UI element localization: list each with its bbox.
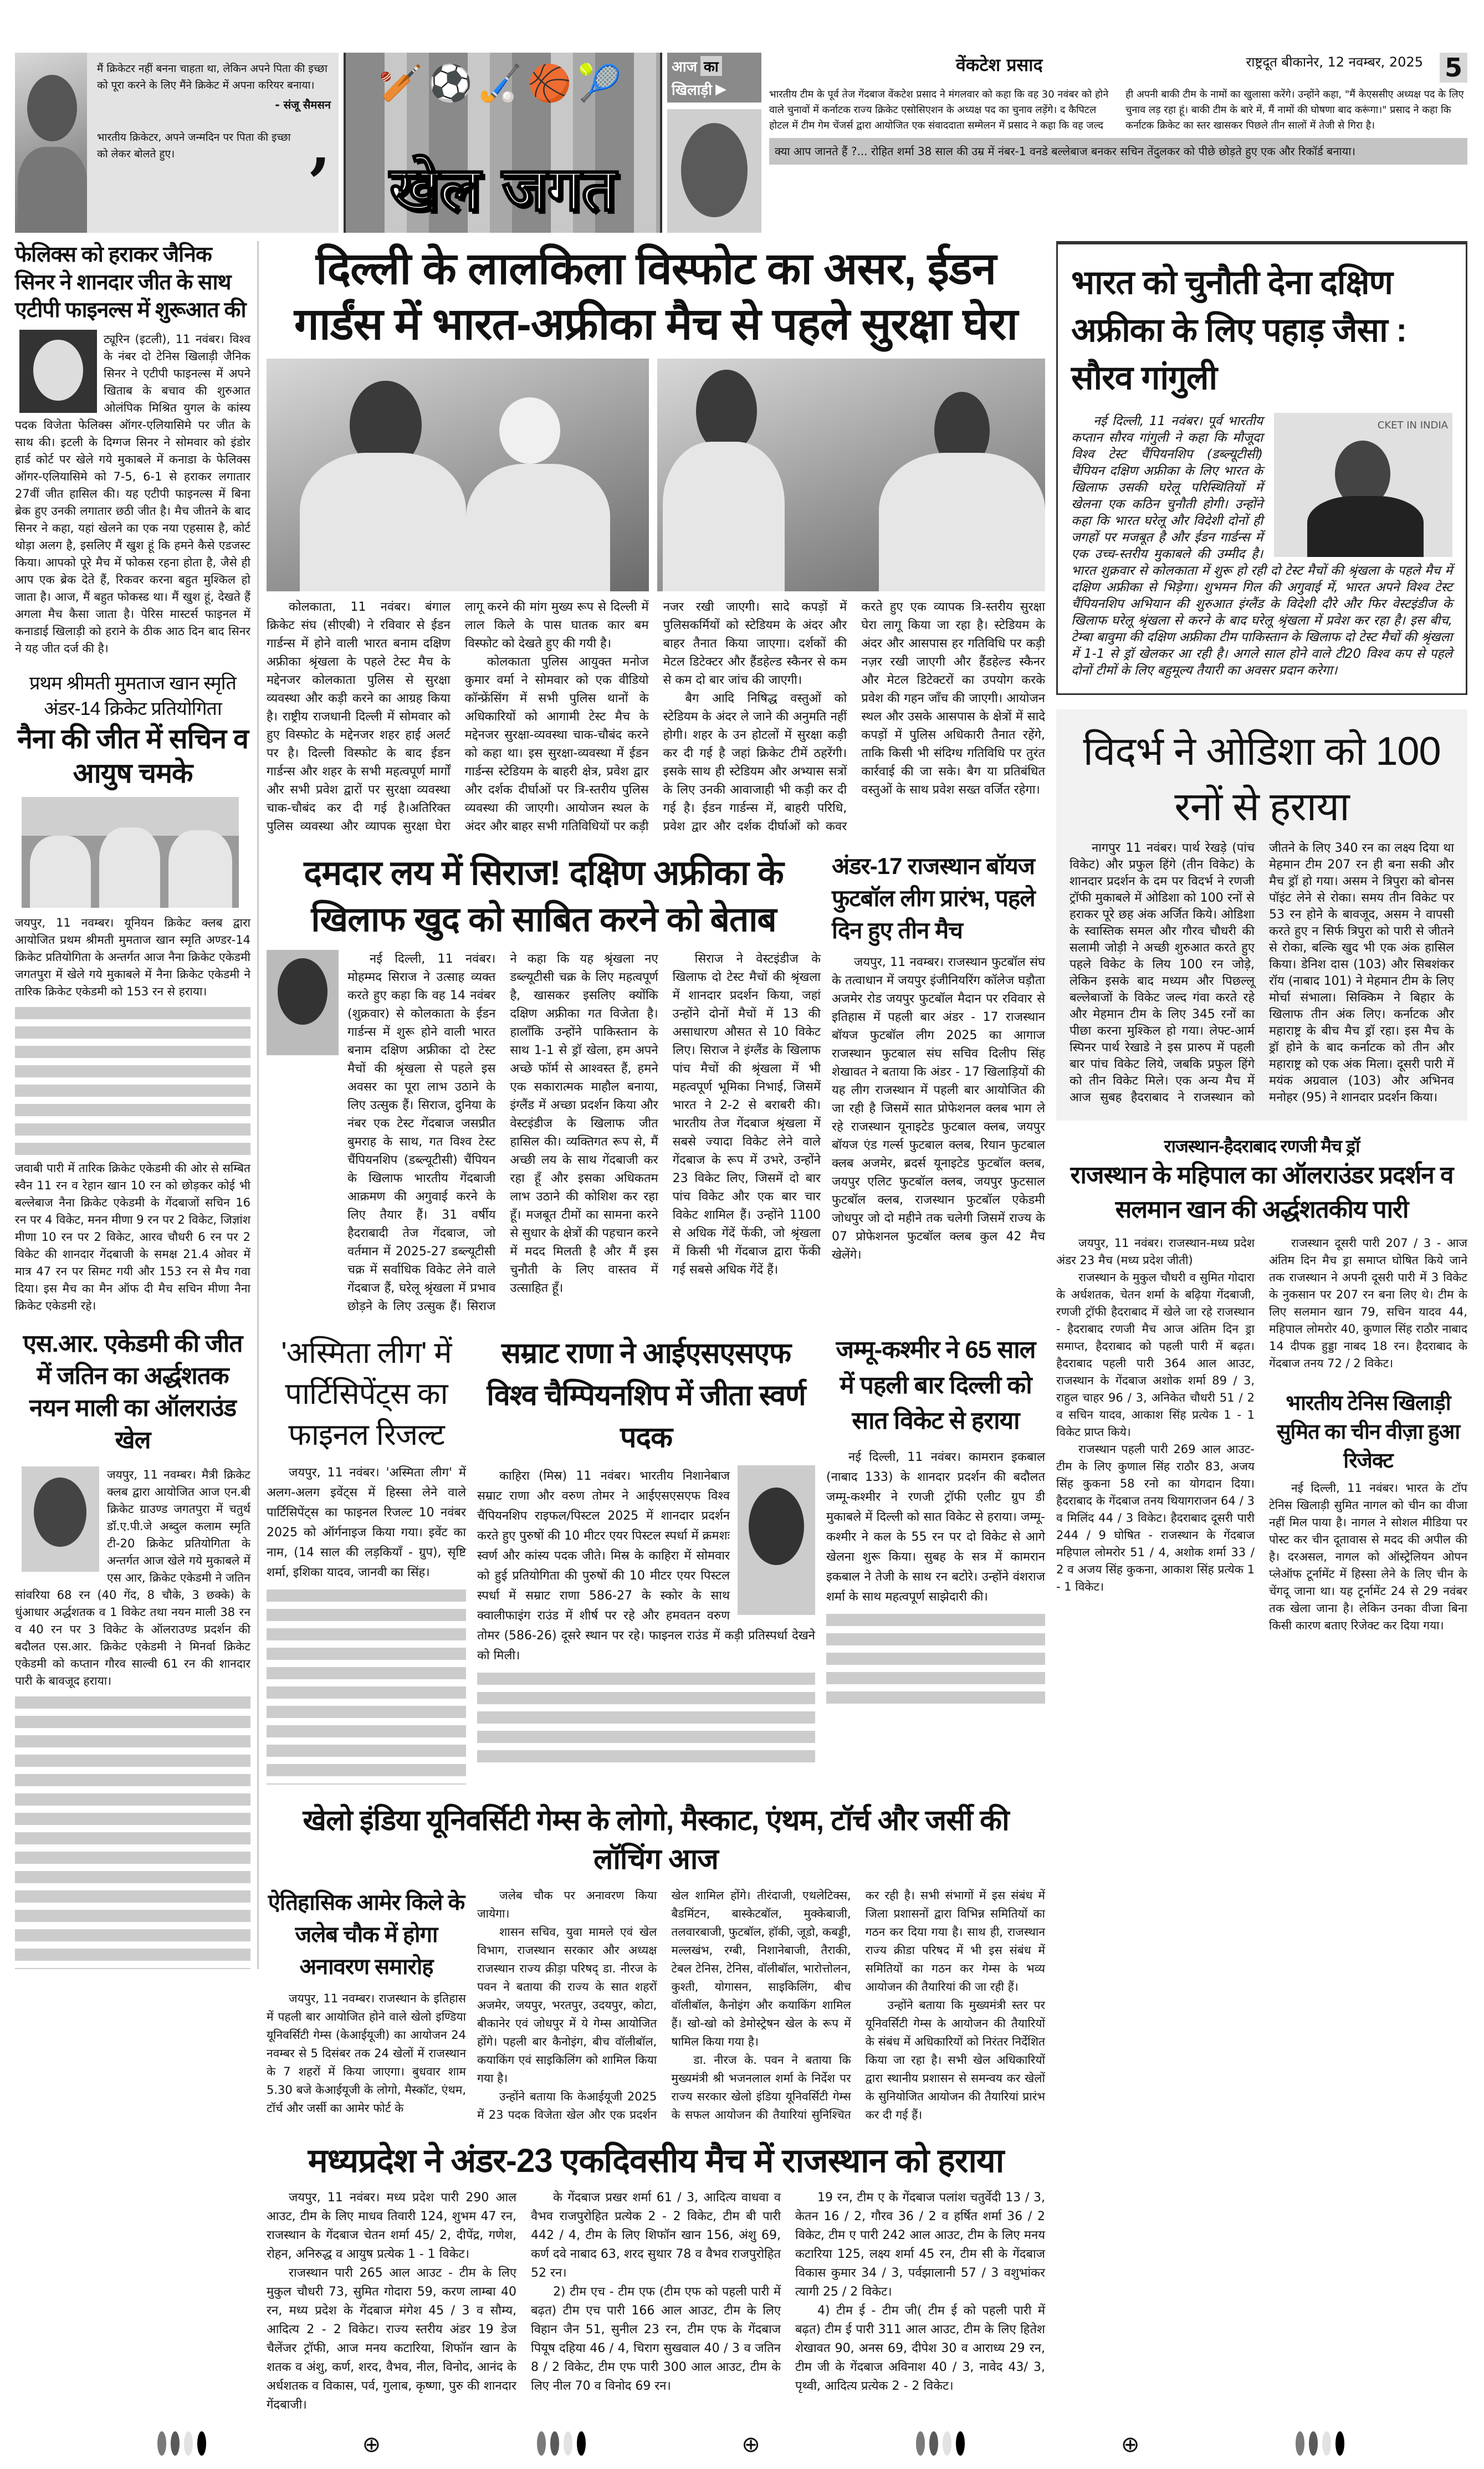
- print-registration-marks: [155, 2431, 1347, 2458]
- story-text: जयपुर, 11 नवंबर। 'अस्मिता लीग' में अलग-अलग इवेंट्स में हिस्सा लेने वाले पार्टिसिपेंट्स का फाइनल रिजल्ट 10 नवंबर 2025 को ऑर्गनाइज किया गया। इवेंट का नाम, (14 साल की लड़कियाँ - ग्रुप), सृष्टि शर्मा, इशिका यादव, जानवी का सिंह।: [267, 1466, 466, 1579]
- headline: जम्मू-कश्मीर ने 65 साल में पहली बार दिल्ली को सात विकेट से हराया: [836, 1336, 1036, 1434]
- story-samrat-rana: [477, 1332, 815, 1768]
- headline: नैना की जीत में सचिन व आयुष चमके: [17, 723, 248, 789]
- story-text: नागपुर 11 नवंबर। पार्थ रेखड़े (पांच विकेट) और प्रफुल हिंगे (तीन विकेट) के शानदार प्रदर्शन के दम पर विदर्भ ने रणजी ट्रॉफी मुकाबले में ओडिशा को 100 रनों से हराकर पूरे छह अंक अर्जित किये। ओडिशा के स्वास्तिक समल और गौरव चौधरी की सलामी जोड़ी ने अच्छी शुरुआत करते हुए पहले विकेट के लिय 100 रन जोड़े, लेकिन इसके बाद मध्यम और पिछल्लू बल्लेबाजों के विकेट जल्द गंवा करते रहे और मेहमान टीम के लिए 345 रनों का पीछा करना मुश्किल हो गया। लेफ्ट-आर्म स्पिनर पार्थ रेखाडे ने इस प्रारुप में पहली बार पांच विकेट लिये, जबकि प्रफुल हिंगे को तीन विकेट मिले। एक अन्य मैच में आज सुबह हैदराबाद ने राजस्थान को जीतने के लिए 340 रन का लक्ष्य दिया था मेहमान टीम 207 रन ही बना सकी और मैच ड्रॉ हो गया। असम ने त्रिपुरा को बोनस पॉइंट लेने से रोका। समय तीन विकेट पर 53 रन होने के बावजूद, असम ने वापसी करते हुए न सिर्फ त्रिपुरा को पारी से जीतने से रोका, बल्कि खुद भी एक अंक हासिल किया। डेनिश दास (103) और सिबशंकर रॉय (नाबाद 101) ने मेहमान टीम के लिए मोर्चा संभाला। सिक्किम ने बिहार के खिलाफ तीन अंक लिए। कर्नाटक और महाराष्ट्र के बीच मैच ड्रॉ रहा। इस मैच के ड्रॉ होने के बाद कर्नाटक को तीन और महाराष्ट्र को एक अंक मिला। दूसरी पारी में मयंक अग्रवाल (103) और अभिनव मनोहर (95) ने शानदार प्रदर्शन किया।: [1069, 841, 1454, 1105]
- story-sr-academy: [15, 1328, 250, 1969]
- story-u17-football: [832, 850, 1045, 1264]
- page-number: 5: [1440, 53, 1467, 83]
- young-cricketers-photo: [22, 797, 239, 908]
- comma-mark-icon: ,: [309, 110, 331, 181]
- samrat-rana-photo: [738, 1465, 815, 1615]
- story-text: जयपुर, 11 नवम्बर। यूनियन क्रिकेट क्लब द्वारा आयोजित प्रथम श्रीमती मुमताज खान स्मृति अण्डर-14 क्रिकेट प्रतियोगिता के अन्तर्गत आज नैना क्रिकेट एकेडमी जगतपुरा में खेले गये मुकाबले में नैना क्रिकेट एकेडमी ने तारिक क्रिकेट एकेडमी को 153 रन से हराया।: [15, 916, 250, 998]
- tennis-headline: भारतीय टेनिस खिलाड़ी सुमित का चीन वीज़ा हुआ रिजेक्ट: [1276, 1392, 1460, 1473]
- text-lines: [15, 1692, 250, 1969]
- color-bar-icon: [1293, 2431, 1347, 2458]
- u17-football-headline: अंडर-17 राजस्थान बॉयज फुटबॉल लीग प्रारंभ, पहले दिन हुए तीन मैच: [832, 853, 1035, 943]
- crosshair-icon: ⊕: [1120, 2432, 1140, 2457]
- aaj-ka-khiladi-label: आज का खिलाड़ी ▶: [667, 53, 761, 103]
- color-bar-icon: [155, 2431, 208, 2458]
- left-column: [15, 241, 259, 1969]
- siraj-headline: दमदार लय में सिराज! दक्षिण अफ्रीका के खिलाफ खुद को साबित करने को बेताब: [304, 854, 784, 939]
- did-you-know-strip: क्या आप जानते हैं ?... रोहित शर्मा 38 साल की उम्र में नंबर-1 वनडे बल्लेबाज बनकर सचिन तेंदुलकर को पीछे छोड़ते हुए एक और रिकॉर्ड बनाया।: [769, 138, 1467, 165]
- khelo-india-left: [267, 1887, 466, 2118]
- color-bar-icon: [535, 2431, 588, 2458]
- color-bar-icon: [914, 2431, 967, 2458]
- headline: विदर्भ ने ओडिशा को 100 रनों से हराया: [1083, 729, 1441, 829]
- story-asmita-league: [267, 1332, 466, 1785]
- jannik-sinner-photo: [19, 330, 97, 413]
- u17-story-text: जयपुर, 11 नवम्बर। राजस्थान फुटबॉल संघ के तत्वाधान में जयपुर इंजीनियरिंग कॉलेज घड़ौता अजमेर रोड जयपुर फुटबॉल मैदान पर रविवार से इतिहास में पहली बार अंडर - 17 राजस्थान बॉयज फुटबॉल लीग 2025 का आगाज राजस्थान फुटबाल संघ सचिव दिलीप सिंह शेखावत ने बताया कि अंडर - 17 खिलाड़ियों की यह लीग राजस्थान में पहली बार आयोजित की जा रही है जिसमें सात प्रोफेशनल क्लब भाग ले रहे राजस्थान यूनाइटेड फुटबाल क्लब, जयपुर बॉयज एंड गर्ल्स फुटबाल क्लब, रियान फुटबाल क्लब अजमेर, ब्रदर्स यूनाइटेड फुटबॉल क्लब, जयपुर एलिट फुटबॉल क्लब, जयपुर फुटसाल फुटबॉल क्लब, राजस्थान फुटबॉल एकेडमी जोधपुर जो दो महीने तक चलेगी जिसमें राज्य के 07 प्रोफेशनल फुटबॉल क्लब कुल 42 मैच खेलेंगे।: [832, 955, 1045, 1262]
- khelo-india-intro: जयपुर, 11 नवम्बर। राजस्थान के इतिहास में पहली बार आयोजित होने वाले खेलो इण्डिया यूनिवर्सिटी गेम्स (केआईयूजी) का आयोजन 24 नवम्बर से 5 दिसंबर तक 24 खेलों में राजस्थान के 7 शहरों में किया जाएगा। बुधवार शाम 5.30 बजे केआईयूजी के लोगो, मैस्कॉट, एंथम, टॉर्च और जर्सी का आमेर फोर्ट के: [267, 1992, 466, 2115]
- page-body: [15, 241, 1467, 2415]
- venkatesh-prasad-photo: [667, 109, 761, 233]
- crosshair-icon: ⊕: [362, 2432, 381, 2457]
- headline: भारत को चुनौती देना दक्षिण अफ्रीका के लिए पहाड़ जैसा : सौरव गांगुली: [1071, 264, 1407, 396]
- rajasthan-columns: [1056, 1235, 1467, 1634]
- siraj-u17-row: [267, 850, 1045, 1316]
- tennis-story-text: नई दिल्ली, 11 नवंबर। भारत के टॉप टेनिस खिलाड़ी सुमित नागल को चीन का वीजा नहीं मिल पाया है। नागल ने सोशल मीडिया पर पोस्ट कर चीन दूतावास से मदद की अपील की है। दरअसल, नागल को ऑस्ट्रेलियन ओपन प्लेऑफ टूर्नामेंट में हिस्सा लेने के लिए चीन के चेंगदू जाना था। यह टूर्नामेंट 24 से 29 नवंबर तक खेला जाना है। लेकिन उनका वीजा बिना किसी कारण बताए रिजेक्ट कर दिया गया।: [1269, 1481, 1467, 1632]
- khelo-india-subhead: ऐतिहासिक आमेर किले के जलेब चौक में होगा अनावरण समारोह: [268, 1890, 465, 1979]
- story-sinner: [15, 241, 250, 657]
- siraj-story-text: नई दिल्ली, 11 नवंबर। मोहम्मद सिराज ने उत्साह व्यक्त करते हुए कहा कि वह 14 नवंबर (शुक्रवार) से कोलकाता के ईडन गार्डन्स में शुरू होने वाली भारत बनाम दक्षिण अफ्रीका दो टेस्ट मैचों की श्रृंखला से पहले इस अवसर का पूरा लाभ उठाने के लिए उत्सुक हैं। सिराज, दुनिया के नंबर एक टेस्ट गेंदबाज जसप्रीत बुमराह के साथ, गत विश्व टेस्ट चैंपियनशिप (डब्ल्यूटीसी) चैंपियन के खिलाफ भारतीय गेंदबाजी आक्रमण की अगुवाई करने के लिए तैयार हैं। 31 वर्षीय हैदराबादी तेज गेंदबाज, जो वर्तमान में 2025-27 डब्ल्यूटीसी चक्र में सर्वाधिक विकेट लेने वाले गेंदबाज हैं, घरेलू श्रृंखला में प्रभाव छोड़ने के लिए उत्सुक हैं। सिराज ने कहा कि यह श्रृंखला नए डब्ल्यूटीसी चक्र के लिए महत्वपूर्ण है, खासकर इसलिए क्योंकि दक्षिण अफ्रीका गत विजेता है। हालाँकि उन्होंने पाकिस्तान के साथ 1-1 से ड्रॉ खेला, हम अपने अच्छे फॉर्म से आश्वस्त हैं, हमने एक सकारात्मक माहौल बनाया, इंग्लैंड में अच्छा प्रदर्शन किया और वेस्टइंडीज के खिलाफ जीत हासिल की। व्यक्तिगत रूप से, मैं अच्छी लय के साथ गेंदबाजी कर रहा हूँ और इसका अधिकतम लाभ उठाने की कोशिश कर रहा हूँ। मजबूत टीमों का सामना करने से सुधार के क्षेत्रों की पहचान करने में मदद मिलती है और मैं इस चुनौती के लिए वास्तव में उत्साहित हूँ। सिराज ने वेस्टइंडीज के खिलाफ दो टेस्ट मैचों की श्रृंखला में शानदार प्रदर्शन किया, जहां उन्होंने दोनों मैचों में 13 की असाधारण औसत से 10 विकेट लिए। सिराज ने इंग्लैंड के खिलाफ पांच मैचों की श्रृंखला में भी महत्वपूर्ण भूमिका निभाई, जिसमें भारत ने 2-2 से बराबरी की। भारतीय तेज गेंदबाज श्रृंखला में सबसे ज्यादा विकेट लेने वाले गेंदबाज के रूप में उभरे, उन्होंने 23 विकेट लिए, जिसमें दो बार पांच विकेट और एक बार चार विकेट शामिल हैं। उन्होंने 1100 से अधिक गेंदें फेंकी, जो श्रृंखला में किसी भी गेंदबाज द्वारा फेंकी गई सबसे अधिक गेंदें हैं।: [347, 952, 821, 1313]
- story-text: नई दिल्ली, 11 नवंबर। कामरान इकबाल (नाबाद 133) के शानदार प्रदर्शन की बदौलत जम्मू-कश्मीर ने रणजी ट्रॉफी एलीट ग्रुप डी मुकाबले में दिल्ली को सात विकेट से हराया। जम्मू-कश्मीर ने कल के 55 रन पर दो विकेट से आगे खेलना शुरू किया। सुबह के सत्र में कामरान इकबाल ने तेजी के साथ रन बटोरे। उन्होंने वंशराज शर्मा के साथ महत्वपूर्ण साझेदारी की।: [826, 1450, 1045, 1604]
- quote-author: - संजू सैमसन: [275, 98, 331, 111]
- story-text: जयपुर, 11 नवम्बर। मैत्री क्रिकेट क्लब द्वारा आयोजित आज एन.बी क्रिकेट ग्राउण्ड जगतपुरा में चतुर्थ डॉ.ए.पी.जे अब्दुल कलाम स्मृति टी-20 क्रिकेट प्रतियोगिता के अन्तर्गत आज खेले गये मुकाबले में एस आर, क्रिकेट एकेडमी ने जतिन सांवरिया 68 रन (40 गेंद, 8 चौके, 3 छक्के) के धुंआधार अर्द्धशतक व 1 विकेट तथा नयन माली 38 रन व 40 रन पर 3 विकेट के ऑलराउण्ड प्रदर्शन की बदौलत एस.आर. क्रिकेट एकेडमी ने मिनर्वा क्रिकेट एकेडमी को कप्तान गौरव साल्वी 61 रन की शानदार पारी के बावजूद हराया।: [15, 1468, 250, 1688]
- mohammed-siraj-photo: [267, 950, 339, 1055]
- story-text: नई दिल्ली, 11 नवंबर। पूर्व भारतीय कप्तान सौरव गांगुली ने कहा कि मौजूदा विश्व टेस्ट चैंपियनशिप (डब्ल्यूटीसी) चैंपियन दक्षिण अफ्रीका के लिए भारत के खिलाफ उसकी घरेलू परिस्थितियों में खेलना एक कठिन चुनौती होगी। उन्होंने कहा कि भारत घरेलू और विदेशी दोनों ही जगहों पर मजबूत है और ईडन गार्डन्स में एक उच्च-स्तरीय मुकाबले की उम्मीद है। भारत शुक्रवार से कोलकाता में शुरू हो रही दो टेस्ट मैचों की श्रृंखला के पहले मैच में दक्षिण अफ्रीका से भिड़ेगा। शुभमन गिल की अगुवाई में, भारत अपने विश्व टेस्ट चैंपियनशिप अभियान की शुरुआत इंग्लैंड के विदेशी दौरे और फिर वेस्टइंडीज के खिलाफ घरेलू श्रृंखला से करने के बाद घरेलू श्रृंखला में प्रवेश कर रहा है। इस बीच, टेम्बा बावुमा की दक्षिण अफ्रीका टीम पाकिस्तान के खिलाफ दो टेस्ट मैचों की श्रृंखला में 1-1 से ड्रॉ खेलकर आ रही है। अगले साल होने वाले टी20 विश्व कप से पहले दोनों टीमों के लिए बहुमूल्य तैयारी का अवसर प्रदान करेगा।: [1071, 414, 1452, 678]
- kicker: प्रथम श्रीमती मुमताज खान स्मृति अंडर-14 क्रिकेट प्रतियोगिता: [29, 673, 236, 719]
- jatin-photo: [22, 1466, 99, 1572]
- story-rajasthan-hyderabad: [1056, 1134, 1467, 1634]
- right-column: [1056, 241, 1467, 1634]
- sourav-ganguly-photo: [1274, 413, 1452, 557]
- story-ganguly-box: [1056, 241, 1467, 695]
- photo-backdrop-text: CKET IN INDIA: [1377, 420, 1448, 431]
- story-text-col2: राजस्थान दूसरी पारी 207 / 3 - आज अंतिम दिन मैच ड्रा समाप्त घोषित किये जाने तक राजस्थान ने अपनी दूसरी पारी में 3 विकेट के नुकसान पर 207 रन बना लिए थे। टीम के लिए सलमान खान 79, सचिन यादव 44, महिपाल लोमरोर 40, कुणाल सिंह राठौर नाबाद 14 दीपक हुड्डा नाबद 18 रन। हैदराबाद के गेंदबाज तनय 72 / 2 विकेट। भारतीय टेनिस खिलाड़ी सुमित का चीन वीज़ा हुआ रिजेक्ट नई दिल्ली, 11 नवंबर। भारत के टॉप टेनिस खिलाड़ी सुमित नागल को चीन का वीजा नहीं मिल पाया है। नागल ने सोशल मीडिया पर पोस्ट कर चीन दूतावास से मदद की अपील की है। दरअसल, नागल को ऑस्ट्रेलियन ओपन प्लेऑफ टूर्नामेंट में हिस्सा लेने के लिए चीन के चेंगदू जाना था। यह टूर्नामेंट 24 से 29 नवंबर तक खेला जाना है। लेकिन उनका वीजा बिना किसी कारण बताए रिजेक्ट कर दिया गया।: [1269, 1235, 1467, 1634]
- text-lines: [826, 1609, 1045, 1709]
- mp-u23-story-text: जयपुर, 11 नवंबर। मध्य प्रदेश पारी 290 आल आउट, टीम के लिए माधव तिवारी 124, शुभम 47 रन, राजस्थान के गेंदबाज चेतन शर्मा 45/ 2, दीपेंद्र, गणेश, रोहन, अनिरुद्ध व आयुष प्रत्येक 1 - 1 विकेट। राजस्थान पारी 265 आल आउट - टीम के लिए मुकुल चौधरी 73, सुमित गोदारा 59, करण लाम्बा 40 रन, मध्य प्रदेश के गेंदबाज मंगेश 45 / 3 व सौम्य, आदित्य 2 - 2 विकेट। राज्य स्तरीय अंडर 19 डेज चैलेंजर ट्रॉफी, आज मनय कटारिया, शिफॉन खान के शतक व अंशु, कर्ण, शरद, वैभव, नील, विनोद, आनंद के अर्धशतक व विकास, पर्व, गुलाब, कृष्णा, पुरु की शानदार गेंदबाजी। के गेंदबाज प्रखर शर्मा 61 / 3, आदित्य वाधवा व वैभव राजपुरोहित प्रत्येक 2 - 2 विकेट, टीम बी पारी 442 / 4, टीम के लिए शिफॉन खान 156, अंशु 69, कर्ण दवे नाबाद 63, शरद सुथार 78 व वैभव राजपुरोहित 52 रन। 2) टीम एच - टीम एफ (टीम एफ को पहली पारी में बढ़त) टीम एच पारी 166 आल आउट, टीम के लिए विहान जैन 51, सुनील 23 रन, टीम एफ के गेंदबाज पियूष दहिया 46 / 4, चिराग सुखवाल 40 / 3 व जतिन 8 / 2 विकेट, टीम एफ पारी 300 आल आउट, टीम के लिए नील 70 व विनोद 69 रन। 19 रन, टीम ए के गेंदबाज पलांश चतुर्वेदी 13 / 3, केतन 16 / 2, गौरव 36 / 2 व हर्षित शर्मा 36 / 2 विकेट, टीम ए पारी 242 आल आउट, टीम के लिए मनय कटारिया 125, लक्ष्य शर्मा 45 रन, टीम सी के गेंदबाज विकास कुमार 34 / 3, पर्वझालानी 57 / 3 वशुभांकर त्यागी 25 / 2 विकेट। 4) टीम ई - टीम जी( टीम ई को पहली पारी में बढ़त) टीम ई पारी 311 आल आउट, टीम के लिए हितेश शेखावत 90, अनस 69, दीपेश 30 व आराध्य 29 रन, टीम जी के गेंदबाज अविनाश 40 / 3, नावेद 43/ 3, पृथ्वी, आदित्य प्रत्येक 2 - 2 विकेट।: [267, 2191, 1045, 2412]
- mp-u23-headline: मध्यप्रदेश ने अंडर-23 एकदिवसीय मैच में राजस्थान को हराया: [308, 2142, 1004, 2179]
- bumrah-practice-photo: [267, 359, 649, 591]
- player-name: वेंकटेश प्रसाद: [955, 54, 1043, 75]
- text-lines: [477, 1668, 815, 1768]
- headline: राजस्थान के महिपाल का ऑलराउंडर प्रदर्शन व सलमान खान की अर्द्धशतकीय पारी: [1070, 1162, 1454, 1223]
- quote-content: [87, 53, 339, 233]
- kicker: राजस्थान-हैदराबाद रणजी मैच ड्रॉ: [1164, 1136, 1360, 1156]
- story-text: ट्यूरिन (इटली), 11 नवंबर। विश्व के नंबर दो टेनिस खिलाड़ी जैनिक सिनर ने एटीपी फाइनल्स में अपने खिताब के बचाव की शुरुआत ओलंपिक मिश्रित युगल के कांस्य पदक विजेता फेलिक्स ऑगर-एलियासिमे पर जीत के साथ की। इटली के दिग्गज सिनर ने सोमवार को इंडोर हार्ड कोर्ट पर खेले गये मुकाबले में कनाडा के फेलिक्स ऑगर-एलियासिमे को 7-5, 6-1 से हराकर लगातार 27वीं जीत हासिल की। यह एटीपी फाइनल्स में बिना ब्रेक हुए उनकी लगातार छठी जीत है। मैच जीतने के बाद सिनर ने कहा, यहां खेलने का एक नया एहसास है, कोर्ट थोड़ा अलग है, इसलिए मैं खुश हूं कि हमने कैसे एडजस्ट किया। आपको पूरे मैच में फोकस रहना होता है, जैसे ही आप एक ब्रेक देते हैं, रिकवर करना बहुत मुश्किल हो जाता है। आज, मैं बहुत फोकस्ड था। मैं खुश हूं, देखते हैं अगला मैच कैसा जाता है। पेरिस मास्टर्स फाइनल में कनाडाई खिलाड़ी को हराने के ठीक आठ दिन बाद सिनर ने यह जीत दर्ज की है।: [15, 333, 250, 655]
- quote-panel: [15, 53, 339, 233]
- lead-headline: दिल्ली के लालकिला विस्फोट का असर, ईडन गार्डंस में भारत-अफ्रीका मैच से पहले सुरक्षा घेरा: [294, 244, 1018, 349]
- headline: एस.आर. एकेडमी की जीत में जतिन का अर्द्धशतक नयन माली का ऑलराउंड खेल: [23, 1330, 243, 1454]
- sports-equipment-icon: 🏏⚽🏑🏀🎾: [378, 63, 627, 104]
- khelo-india-headline: खेलो इंडिया यूनिवर्सिटी गेम्स के लोगो, मैस्काट, एंथम, टॉर्च और जर्सी की लॉचिंग आज: [303, 1805, 1009, 1875]
- section-logo-khel-jagat: 🏏⚽🏑🏀🎾 खेल जगत: [344, 53, 662, 233]
- story-naina-academy: [15, 671, 250, 1315]
- gill-jaiswal-practice-photo: [657, 359, 1045, 591]
- story-jammu-kashmir: [826, 1332, 1045, 1709]
- story-siraj: [267, 850, 821, 1316]
- sanju-samson-photo: [15, 53, 87, 233]
- aaj-ka-khiladi-panel: [667, 53, 1467, 233]
- text-lines: [15, 1003, 250, 1158]
- text-lines: [267, 1585, 466, 1785]
- quote-text: मैं क्रिकेटर नहीं बनना चाहता था, लेकिन अपने पिता की इच्छा को पूरा करने के लिए मैंने क्रिकेट में अपना करियर बनाया।: [97, 63, 327, 91]
- lead-story-text: कोलकाता, 11 नवंबर। बंगाल क्रिकेट संघ (सीएबी) ने रविवार से ईडन गार्डन्स में होने वाली भारत बनाम दक्षिण अफ्रीका श्रृंखला के पहले टेस्ट मैच के मद्देनजर कोलकाता पुलिस से सुरक्षा व्यवस्था और कड़ी करने का आग्रह किया है। राष्ट्रीय राजधानी दिल्ली में सोमवार को हुए विस्फोट के मद्देनजर शहर हाई अलर्ट पर है। दिल्ली विस्फोट के बाद ईडन गार्डन्स और शहर के सभी महत्वपूर्ण मार्गों और सभी प्रवेश द्वारों पर सुरक्षा व्यवस्था चाक-चौबंद कर दी गई है।अतिरिक्त पुलिस व्यवस्था और व्यापक सुरक्षा घेरा लागू करने की मांग मुख्य रूप से दिल्ली में लाल किले के पास घातक कार बम विस्फोट को देखते हुए की गयी है। कोलकाता पुलिस आयुक्त मनोज कुमार वर्मा ने सोमवार को एक वीडियो कॉन्फ्रेंसिंग में सभी पुलिस थानों के अधिकारियों को आगामी टेस्ट मैच के मद्देनजर सुरक्षा-व्यवस्था चाक-चौबंद करने को कहा था। इस सुरक्षा-व्यवस्था में ईडन गार्डन्स स्टेडियम के बाहरी क्षेत्र, प्रवेश द्वार और दर्शक दीर्घाओं पर त्रि-स्तरीय पुलिस व्यवस्था की जाएगी। आयोजन स्थल के अंदर और बाहर सभी गतिविधियों पर कड़ी नजर रखी जाएगी। सादे कपड़ों में पुलिसकर्मियों को स्टेडियम के अंदर और बाहर तैनात किया जाएगा। दर्शकों की मेटल डिटेक्टर और हैंडहेल्ड स्कैनर से कम से कम दो बार जांच की जाएगी। बैग आदि निषिद्ध वस्तुओं को स्टेडियम के अंदर ले जाने की अनुमति नहीं होगी। शहर के उन होटलों में सुरक्षा कड़ी कर दी गई है जहां क्रिकेट टीमें ठहरेंगी। इसके साथ ही स्टेडियम और अभ्यास सत्रों के लिए उनकी आवाजाही भी कड़ी कर दी गई है। ईडन गार्डन्स में, बाहरी परिधि, प्रवेश द्वार और दर्शक दीर्घाओं को कवर करते हुए एक व्यापक त्रि-स्तरीय सुरक्षा घेरा लागू किया जा रहा है। स्टेडियम के अंदर और आसपास हर गतिविधि पर कड़ी नज़र रखी जाएगी और हैंडहेल्ड स्कैनर और मेटल डिटेक्टरों का उपयोग करके प्रवेश की गहन जाँच की जाएगी। आयोजन स्थल और उसके आसपास के क्षेत्रों में सादे कपड़ों में पुलिस अधिकारी तैनात रहेंगे, ताकि किसी भी संदिग्ध गतिविधि पर तुरंत कार्रवाई की जा सके। बैग या प्रतिबंधित वस्तुओं के साथ प्रवेश सख्त वर्जित रहेगा।: [267, 600, 1045, 834]
- asmita-samrat-jk-row: [267, 1332, 1045, 1785]
- center-column: [267, 241, 1045, 2415]
- lead-photos: [267, 359, 1045, 591]
- dateline: राष्ट्रदूत बीकानेर, 12 नवम्बर, 2025: [1246, 54, 1423, 70]
- story-text: जवाबी पारी में तारिक क्रिकेट एकेडमी की ओर से सम्बित स्वैन 11 रन व रेहान खान 10 रन को छोड़कर कोई भी बल्लेबाज नैना क्रिकेट एकेडमी के गेंदबाजों सचिन 16 रन पर 4 विकेट, मनन मीणा 9 रन पर 2 विकेट, जिज्ञांश मीणा 10 रन पर 2 विकेट, आरव चौधरी 6 रन पर 2 विकेट की शानदार गेंदबाजी के समक्ष 21.4 ओवर में मात्र 47 रन पर सिमट गयी और 153 रन से मैच गवा दिया। इस मैच का मैन ऑफ दी मैच सचिन मीणा नैना क्रिकेट एकेडमी रहे।: [15, 1162, 250, 1312]
- headline: फेलिक्स को हराकर जैनिक सिनर ने शानदार जीत के साथ एटीपी फाइनल्स में शुरूआत की: [15, 243, 246, 322]
- story-vidarbha-box: [1056, 709, 1467, 1121]
- headline: सम्राट राणा ने आईएसएसएफ विश्व चैम्पियनशिप में जीता स्वर्ण पदक: [487, 1337, 806, 1454]
- khelo-india-story-text: जलेब चौक पर अनावरण किया जायेगा। शासन सचिव, युवा मामले एवं खेल विभाग, राजस्थान सरकार और अध्यक्ष राजस्थान राज्य क्रीड़ा परिषद् डा. नीरज के पवन ने बताया की राज्य के सात शहरों अजमेर, जयपुर, भरतपुर, उदयपुर, कोटा, बीकानेर एवं जोधपुर में ये गेम्स आयोजित होंगे। पहली बार कैनोइंग, बीच वॉलीबॉल, कयाकिंग एवं साइकिलिंग को शामिल किया गया है। उन्होंने बताया कि केआईयूजी 2025 में 23 पदक विजेता खेल और एक प्रदर्शन खेल शामिल होंगे। तीरंदाजी, एथलेटिक्स, बैडमिंटन, बास्केटबॉल, मुक्केबाजी, तलवारबाजी, फुटबॉल, हॉकी, जूडो, कबड्डी, मल्लखंभ, रग्बी, निशानेबाजी, तैराकी, टेबल टेनिस, टेनिस, वॉलीबॉल, भारोत्तोलन, कुश्ती, योगासन, साइकिलिंग, बीच वॉलीबॉल, कैनोइंग और कयाकिंग शामिल हैं। खो-खो को डेमोस्ट्रेषन खेल के रूप में षामिल किया गया है। डा. नीरज के. पवन ने बताया कि मुख्यमंत्री श्री भजनलाल शर्मा के निर्देश पर राज्य सरकार खेलो इंडिया यूनिवर्सिटी गेम्स के सफल आयोजन की तैयारियां सुनिश्चित कर रही है। सभी संभागों में इस संबंध में जिला प्रशासनों द्वारा विभिन्न समितियों का गठन कर दिया गया है। साथ ही, राजस्थान राज्य क्रीडा परिषद में भी इस संबंध में समितियों का गठन कर गेम्स के भव्य आयोजन की तैयारियां की जा रही हैं। उन्होंने बताया कि मुख्यमंत्री स्तर पर यूनिवर्सिटी गेम्स के आयोजन की तैयारियों के संबंध में अधिकारियों को निरंतर निर्देशित किया जा रहा है। सभी खेल अधिकारियों द्वारा स्थानीय प्रशासन से समन्वय कर खेलों के सुनियोजित आयोजन की तैयारियां प्रारंभ कर दी गई हैं।: [477, 1889, 1045, 2122]
- masthead: [15, 53, 1467, 233]
- khelo-india-row: [267, 1887, 1045, 2124]
- player-profile-text: भारतीय टीम के पूर्व तेज गेंदबाज वेंकटेश प्रसाद ने मंगलवार को कहा कि वह 30 नवंबर को होने वाले चुनावों में कर्नाटक राज्य क्रिकेट एसोसिएशन के अध्यक्ष पद का चुनाव लड़ेंगे। द कैपिटल होटल में टीम गेम चेंजर्स द्वारा आयोजित एक संवाददाता सम्मेलन में प्रसाद ने कहा कि वह जल्द ही अपनी बाकी टीम के नामों का खुलासा करेंगे। उन्होंने कहा, "मैं केएससीए अध्यक्ष पद के लिए चुनाव लड़ रहा हूं। बाकी टीम के बारे में, मैं नामों की घोषणा बाद करूंगा।" प्रसाद ने कहा कि कर्नाटक क्रिकेट का स्तर खासकर पिछले तीन सालों में तेजी से गिरा है।: [769, 89, 1464, 131]
- story-text: काहिरा (मिस्र) 11 नवंबर। भारतीय निशानेबाज सम्राट राणा और वरुण तोमर ने आईएसएसएफ विश्व चैंपियनशिप राइफल/पिस्टल 2025 में शानदार प्रदर्शन करते हुए पुरुषों की 10 मीटर एयर पिस्टल स्पर्धा में क्रमशः स्वर्ण और कांस्य पदक जीते। मिस्र के काहिरा में सोमवार को हुई प्रतियोगिता की पुरुषों की 10 मीटर एयर पिस्टल स्पर्धा में सम्राट राणा 586-27 के स्कोर के साथ क्वालीफाइंग राउंड में शीर्ष पर रहे और हमवतन वरुण तोमर (586-26) दूसरे स्थान पर रहे। फाइनल राउंड में कड़ी प्रतिस्पर्धा देखने को मिली।: [477, 1469, 815, 1663]
- story-text: जयपुर, 11 नवंबर। राजस्थान-मध्य प्रदेश अंडर 23 मैच (मध्य प्रदेश जीती) राजस्थान के मुकुल चौधरी व सुमित गोदारा के अर्धशतक, चेतन शर्मा के बढ़िया गेंदबाजी, रणजी ट्रॉफी हैदराबाद में खेले जा रहे राजस्थान - हैदराबाद रणजी मैच आज अंतिम दिन ड्रा समाप्त, हैदराबाद को पहली पारी में बढ़त। हैदराबाद पहली पारी 364 आल आउट, राजस्थान के गेंदबाज अशोक शर्मा 89 / 3, राहुल चाहर 96 / 3, अनिकेत चौधरी 51 / 2 व सचिन यादव, आकाश सिंह प्रत्येक 1 - 1 विकेट प्राप्त किये। राजस्थान पहली पारी 269 आल आउट- टीम के लिए कुणाल सिंह राठौर 83, अजय सिंह कुकना 58 रनो का योगदान दिया। हैदराबाद के गेंदबाज तनय थियागराजन 64 / 3 व मिलिंद 44 / 3 विकेट। हैदराबाद दूसरी पारी 244 / 9 घोषित - राजस्थान के गेंदबाज महिपाल लोमरोर 51 / 4, अशोक शर्मा 33 / 2 व अजय सिंह कुकना, आकाश सिंह प्रत्येक 1 - 1 विकेट।: [1056, 1236, 1255, 1593]
- arrow-right-icon: ▶: [715, 81, 727, 98]
- headline: 'अस्मिता लीग' में पार्टिसिपेंट्स का फाइनल रिजल्ट: [281, 1336, 452, 1451]
- quote-caption: भारतीय क्रिकेटर, अपने जन्मदिन पर पिता की इच्छा को लेकर बोलते हुए।: [97, 131, 291, 160]
- crosshair-icon: ⊕: [741, 2432, 760, 2457]
